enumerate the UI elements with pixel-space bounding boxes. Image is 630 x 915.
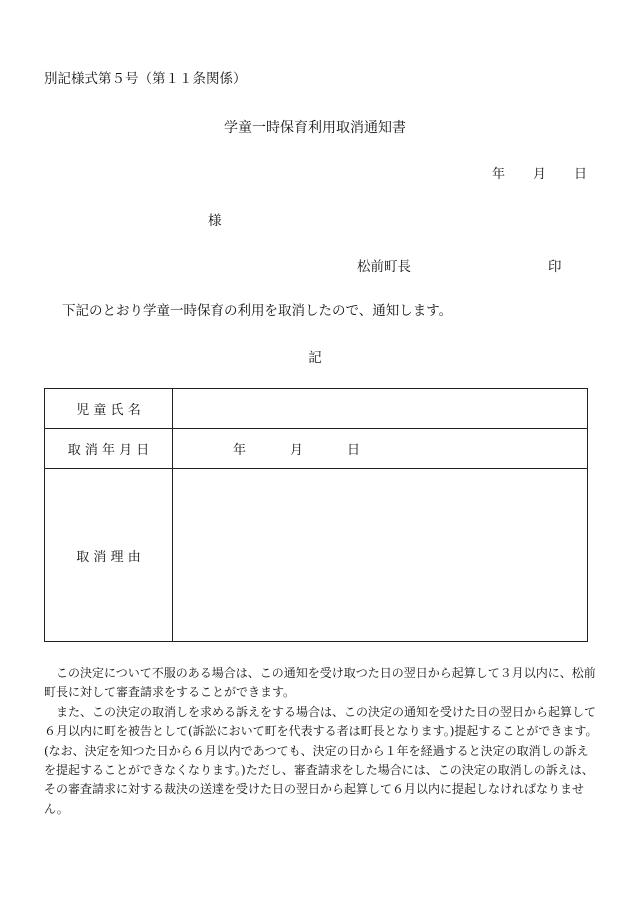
table-row <box>45 469 588 642</box>
issue-date-month: 月 <box>533 167 547 182</box>
appeal-notice <box>44 664 600 819</box>
document-title: 学童一時保育利用取消通知書 <box>224 120 406 136</box>
ki-heading: 記 <box>308 350 322 366</box>
cancel-reason-label: 取 消 理 由 <box>45 469 173 642</box>
recipient-honorific: 様 <box>208 213 222 229</box>
seal-mark: 印 <box>548 259 562 275</box>
info-table <box>44 388 588 642</box>
table-row <box>45 389 588 429</box>
cancel-date-month: 月 <box>290 443 304 458</box>
notice-paragraph: この決定について不服のある場合は、この通知を受け取つた日の翌日から起算して３月以内に、松前町長に対して審査請求をすることができます。 <box>44 666 596 700</box>
child-name-field[interactable] <box>173 389 588 429</box>
cancel-date-year: 年 <box>233 443 247 458</box>
cancel-date-field[interactable] <box>173 429 588 469</box>
form-number-label: 別記様式第５号（第１１条関係） <box>44 71 247 87</box>
issue-date <box>492 163 587 182</box>
cancel-reason-field[interactable] <box>173 469 588 642</box>
notice-paragraph: また、この決定の取消しを求める訴えをする場合は、この決定の通知を受けた日の翌日から起算して６月以内に町を被告として(訴訟において町を代表する者は町長となります。)提起することができます。(なお、決定を知つた日から６月以内であつても、決定の日から１年を経過すると決定の取消しの訴えを提起することができなくなります。)ただし、審査請求をした場合には、この決定の取消しの訴えは、その審査請求に対する裁決の送達を受けた日の翌日から起算して６月以内に提起しなければなりません。 <box>44 704 598 816</box>
cancel-date-label: 取 消 年 月 日 <box>45 429 173 469</box>
issue-date-year: 年 <box>492 167 506 182</box>
sender-name: 松前町長 <box>357 259 411 275</box>
issue-date-day: 日 <box>574 167 588 182</box>
intro-text: 下記のとおり学童一時保育の利用を取消したので、通知します。 <box>62 303 453 319</box>
table-row <box>45 429 588 469</box>
cancel-date-day: 日 <box>347 443 361 458</box>
child-name-label: 児 童 氏 名 <box>45 389 173 429</box>
